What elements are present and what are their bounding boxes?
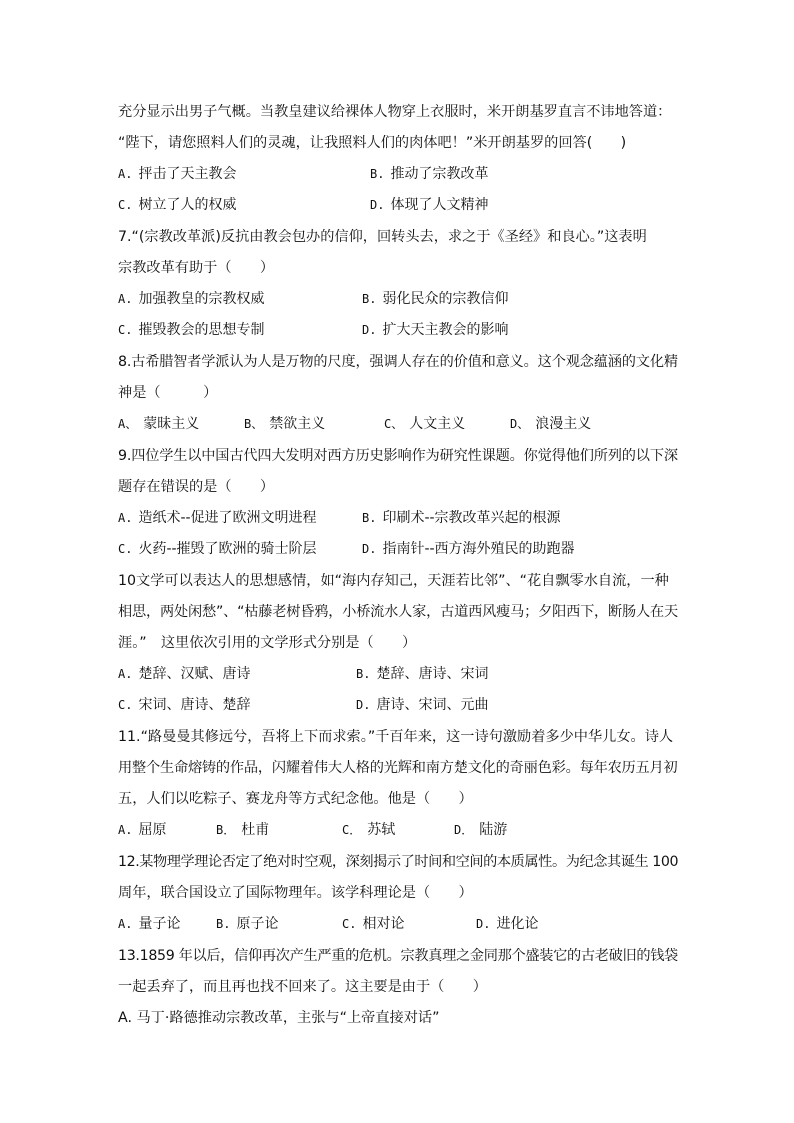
q10-line2: 相思，两处闲愁”、“枯藤老树昏鸦，小桥流水人家，古道西风瘦马；夕阳西下，断肠人在天 [118,604,679,620]
q10-option-c: C. 宋词、唐诗、楚辞 [118,697,251,713]
q10-option-a: A. 楚辞、汉赋、唐诗 [118,666,251,682]
q8-option-c: C、 人文主义 [384,416,466,432]
q11-line1: 11.“路曼曼其修远兮，吾将上下而求索。”千百年来，这一诗句激励着多少中华儿女。诗人 [118,729,674,745]
q8-line2: 神是（ ） [118,385,218,401]
q10-line3: 涯。” 这里依次引用的文学形式分别是（ ） [118,635,417,651]
q13-option-a: A. 马丁·路德推动宗教改革，主张与“上帝直接对话” [118,1010,440,1026]
q7-option-c: C. 摧毁教会的思想专制 [118,322,265,338]
q10-line1: 10文学可以表达人的思想感情，如“海内存知己，天涯若比邻”、“花自飘零水自流，一种 [118,573,669,589]
q7-option-d: D. 扩大天主教会的影响 [362,322,509,338]
q9-option-b: B. 印刷术--宗教改革兴起的根源 [362,510,561,526]
q10-option-b: B. 楚辞、唐诗、宋词 [356,666,489,682]
q6-option-c: C. 树立了人的权威 [118,197,237,213]
q6-option-b: B. 推动了宗教改革 [370,166,489,182]
q8-line1: 8.古希腊智者学派认为人是万物的尺度，强调人存在的价值和意义。这个观念蕴涵的文化精 [118,354,678,370]
q9-option-c: C. 火药--摧毁了欧洲的骑士阶层 [118,541,317,557]
q6-option-a: A. 抨击了天主教会 [118,166,237,182]
q11-option-a: A. 屈原 [118,822,167,838]
q11-option-c: C． 苏轼 [342,822,396,838]
q12-option-b: B. 原子论 [216,916,279,932]
q11-option-b: B． 杜甫 [216,822,270,838]
q9-option-a: A. 造纸术--促进了欧洲文明进程 [118,510,317,526]
q12-option-c: C. 相对论 [342,916,405,932]
q13-line2: 一起丢弃了，而且再也找不回来了。这主要是由于（ ） [118,979,487,995]
q12-option-d: D. 进化论 [476,916,539,932]
q7-option-a: A. 加强教皇的宗教权威 [118,291,265,307]
q6-option-d: D. 体现了人文精神 [370,197,489,213]
q11-line3: 五，人们以吃粽子、赛龙舟等方式纪念他。他是（ ） [118,791,473,807]
q12-line2: 周年，联合国设立了国际物理年。该学科理论是（ ） [118,885,473,901]
q9-line2: 题存在错误的是（ ） [118,479,275,495]
q8-option-d: D、 浪漫主义 [510,416,592,432]
q13-line1: 13.1859 年以后，信仰再次产生严重的危机。宗教真理之金同那个盛装它的古老破旧的钱袋 [118,948,678,964]
q7-line2: 宗教改革有助于（ ） [118,260,275,276]
q6-line2: “陛下，请您照料人们的灵魂，让我照料人们的肉体吧！”米开朗基罗的回答( ) [118,135,627,151]
q7-option-b: B. 弱化民众的宗教信仰 [362,291,509,307]
q8-option-a: A、 蒙昧主义 [118,416,200,432]
q9-option-d: D. 指南针--西方海外殖民的助跑器 [362,541,575,557]
q10-option-d: D. 唐诗、宋词、元曲 [356,697,489,713]
q8-option-b: B、 禁欲主义 [244,416,326,432]
q11-option-d: D． 陆游 [454,822,508,838]
q12-line1: 12.某物理学理论否定了绝对时空观，深刻揭示了时间和空间的本质属性。为纪念其诞生 100 [118,854,679,870]
q11-line2: 用整个生命熔铸的作品，闪耀着伟大人格的光辉和南方楚文化的奇丽色彩。每年农历五月初 [118,760,678,776]
q6-line1: 充分显示出男子气概。当教皇建议给裸体人物穿上衣服时，米开朗基罗直言不讳地答道： [118,104,672,120]
q9-line1: 9.四位学生以中国古代四大发明对西方历史影响作为研究性课题。你觉得他们所列的以下深 [118,448,678,464]
q12-option-a: A. 量子论 [118,916,181,932]
q7-line1: 7.“(宗教改革派)反抗由教会包办的信仰，回转头去，求之于《圣经》和良心。”这表明 [118,229,647,245]
